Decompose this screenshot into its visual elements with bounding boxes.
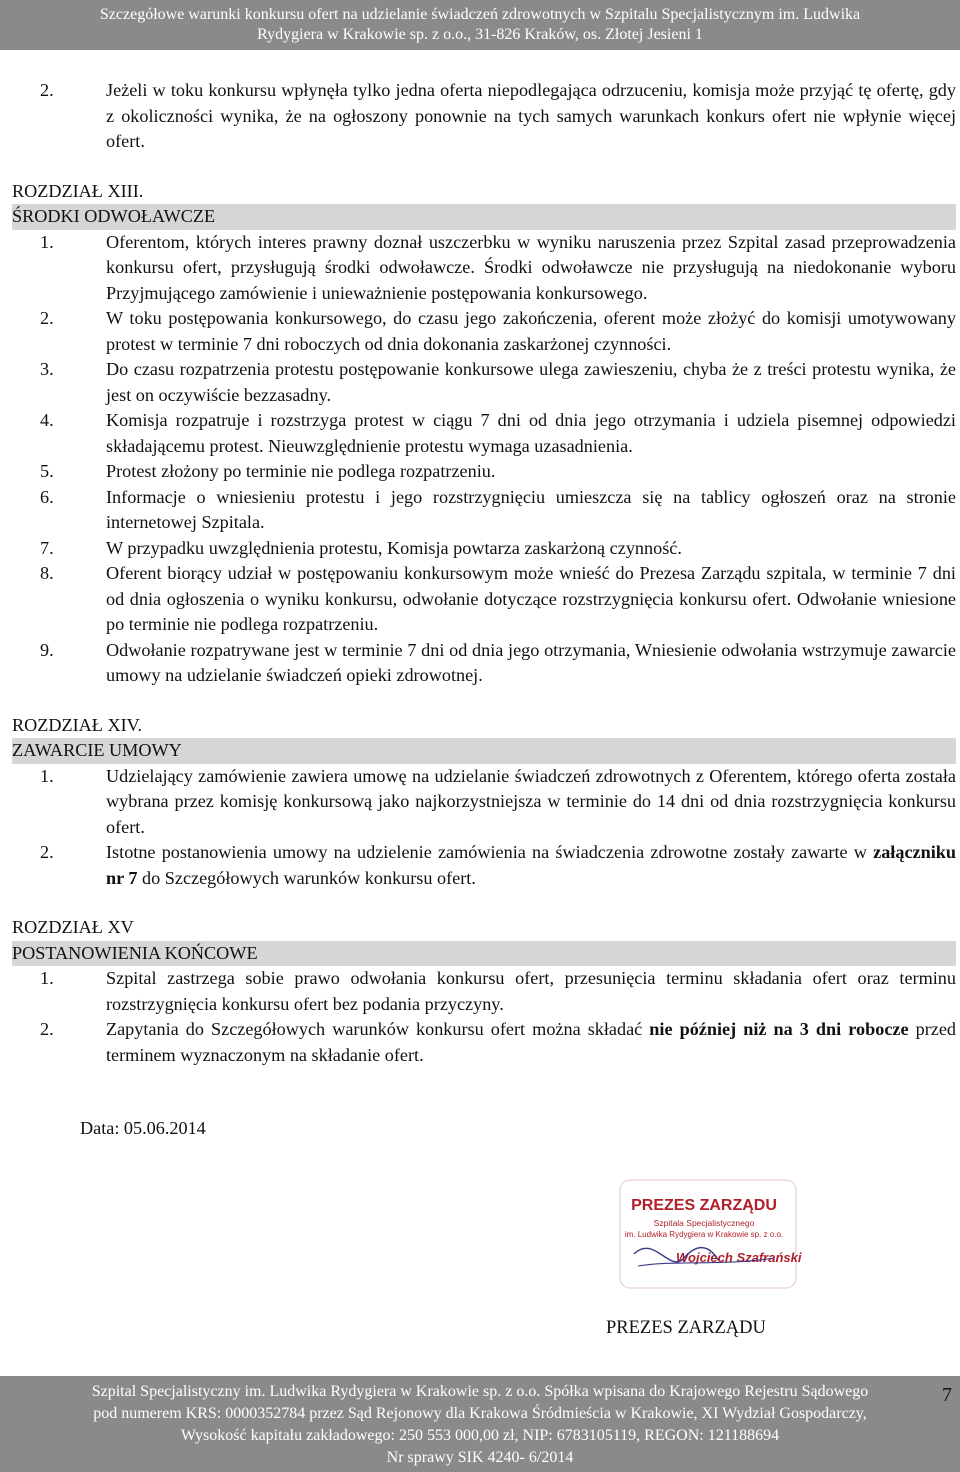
item-text: W przypadku uwzględnienia protestu, Komisja powtarza zaskarżoną czynność. [106,537,682,558]
item-text: Odwołanie rozpatrywane jest w terminie 7 dni od dnia jego otrzymania, Wniesienie odwołania wstrzymuje zawarcie umowy na udzielanie świadczeń opieki zdrowotnej. [106,639,956,685]
list-item [12,536,956,562]
item-number: 1. [40,968,54,988]
item-number: 2. [40,1019,54,1039]
document-date: Data: 05.06.2014 [80,1118,206,1138]
list-item [12,764,956,841]
chapter-title: ROZDZIAŁ XIII. [12,180,144,201]
page-number: 7 [942,1384,952,1406]
list-item [12,230,956,307]
item-text-bold: nie później niż na 3 dni robocze [649,1019,909,1039]
item-text-bold: załączniku nr 7 [106,842,956,888]
list-item [12,1017,956,1068]
item-text-part: przed terminem wyznaczonym na składanie ofert. [106,1019,956,1065]
item-number: 8. [40,563,54,583]
item-text: Szpital zastrzega sobie prawo odwołania konkursu ofert, przesunięcia terminu składania ofert oraz terminu rozstrzygnięcia konkursu ofert bez podania przyczyny. [106,968,956,1014]
chapter-13 [12,179,956,230]
stamp-line-2: im. Ludwika Rydygiera w Krakowie sp. z o.o. [624,1230,784,1239]
list-item [12,306,956,357]
stamp-signature: Wojciech Szafrański [676,1250,802,1265]
item-text [106,1017,956,1068]
list-item [12,638,956,689]
page-header [0,0,960,50]
chapter-title: ROZDZIAŁ XIV. [12,714,142,735]
chapter-15 [12,915,956,966]
list-item [12,966,956,1017]
item-text: Informacje o wniesieniu protestu i jego rozstrzygnięciu umieszcza się na tablicy ogłoszeń oraz na stronie internetowej Szpitala. [106,486,956,532]
item-text-part: Istotne postanowienia umowy na udzielenie zamówienia na świadczenia zdrowotne zostały zawarte w [106,842,874,862]
page-footer [0,1376,960,1472]
item-number: 1. [40,765,54,786]
item-number: 6. [40,486,54,507]
list-item [12,561,956,638]
item-number: 3. [40,359,54,379]
item-text [106,840,956,891]
footer-line-1: Szpital Specjalistyczny im. Ludwika Rydygiera w Krakowie sp. z o.o. Spółka wpisana do Krajowego Rejestru Sądowego [91,1383,869,1400]
chapter-13-list [12,230,956,689]
list-item [12,485,956,536]
stamp-title: PREZES ZARZĄDU [631,1197,777,1214]
item-number: 7. [40,537,54,558]
stamp-line-1: Szpitala Specjalistycznego [653,1218,755,1228]
signature-label: PREZES ZARZĄDU [606,1318,766,1338]
item-text: Protest złożony po terminie nie podlega rozpatrzeniu. [106,461,496,481]
footer-line-4: Nr sprawy SIK 4240- 6/2014 [386,1449,574,1466]
header-line-1: Szczegółowe warunki konkursu ofert na udzielanie świadczeń zdrowotnych w Szpitalu Specjalistycznym im. Ludwika [99,6,861,23]
list-item [12,357,956,408]
item-number: 1. [40,231,54,252]
item-text: W toku postępowania konkursowego, do czasu jego zakończenia, oferent może złożyć do komisji umotywowany protest w terminie 7 dni roboczych od dnia dokonania zaskarżonej czynności. [106,308,956,354]
official-stamp [614,1174,802,1294]
chapter-title: ROZDZIAŁ XV [12,917,134,937]
footer-line-2: pod numerem KRS: 0000352784 przez Sąd Rejonowy dla Krakowa Śródmieścia w Krakowie, XI Wydział Gospodarczy, [93,1405,867,1422]
item-number: 9. [40,639,54,660]
footer-line-3: Wysokość kapitału zakładowego: 250 553 000,00 zł, NIP: 6783105119, REGON: 121188694 [180,1427,780,1444]
item-number: 2. [40,308,54,328]
item-text: Oferent biorący udział w postępowaniu konkursowym może wnieść do Prezesa Zarządu szpitala, w terminie 7 dni od dnia ogłoszenia o wyniku konkursu, odwołanie dotyczące rozstrzygnięcia konkursu ofert. Odwołanie wniesione po terminie nie podlega rozpatrzeniu. [106,563,956,634]
item-text-part: do Szczegółowych warunków konkursu ofert. [137,867,476,888]
chapter-14 [12,713,956,764]
list-item [12,459,956,485]
chapter-subtitle: POSTANOWIENIA KOŃCOWE [12,941,956,967]
item-text: Komisja rozpatruje i rozstrzyga protest w ciągu 7 dni od dnia jego otrzymania i udziela pisemnej odpowiedzi składającemu protest. Nieuwzględnienie protestu wymaga uzasadnienia. [106,410,956,456]
chapter-subtitle: ŚRODKI ODWOŁAWCZE [12,204,956,230]
item-number: 4. [40,410,54,430]
item-text: Jeżeli w toku konkursu wpłynęła tylko jedna oferta niepodlegająca odrzuceniu, komisja może przyjąć tę ofertę, gdy z okoliczności wynika, że na ogłoszony ponownie na tych samych warunkach konkurs ofert nie wpłynie więcej ofert. [106,80,956,151]
list-item [12,408,956,459]
item-text: Oferentom, których interes prawny doznał uszczerbku w wyniku naruszenia przez Szpital zasad przeprowadzenia konkursu ofert, przysługują środki odwoławcze. Środki odwoławcze nie przysługują na niedokonanie wyboru Przyjmującego zamówienie i unieważnienie postępowania konkursowego. [106,231,956,303]
document-body [12,78,956,1142]
item-number: 2. [40,842,54,862]
chapter-subtitle: ZAWARCIE UMOWY [12,738,956,764]
item-number: 2. [40,80,54,100]
item-number: 5. [40,461,54,481]
list-item [12,78,956,155]
item-text: Udzielający zamówienie zawiera umowę na udzielanie świadczeń zdrowotnych z Oferentem, którego oferta została wybrana przez komisję konkursową jako najkorzystniejsza w terminie do 14 dni od dnia rozstrzygnięcia konkursu ofert. [106,765,956,837]
header-line-2: Rydygiera w Krakowie sp. z o.o., 31-826 Kraków, os. Złotej Jesieni 1 [257,26,703,43]
item-text-part: Zapytania do Szczegółowych warunków konkursu ofert można składać [106,1019,650,1039]
list-item [12,840,956,891]
item-text: Do czasu rozpatrzenia protestu postępowanie konkursowe ulega zawieszeniu, chyba że z treści protestu wynika, że jest on oczywiście bezzasadny. [106,359,956,405]
